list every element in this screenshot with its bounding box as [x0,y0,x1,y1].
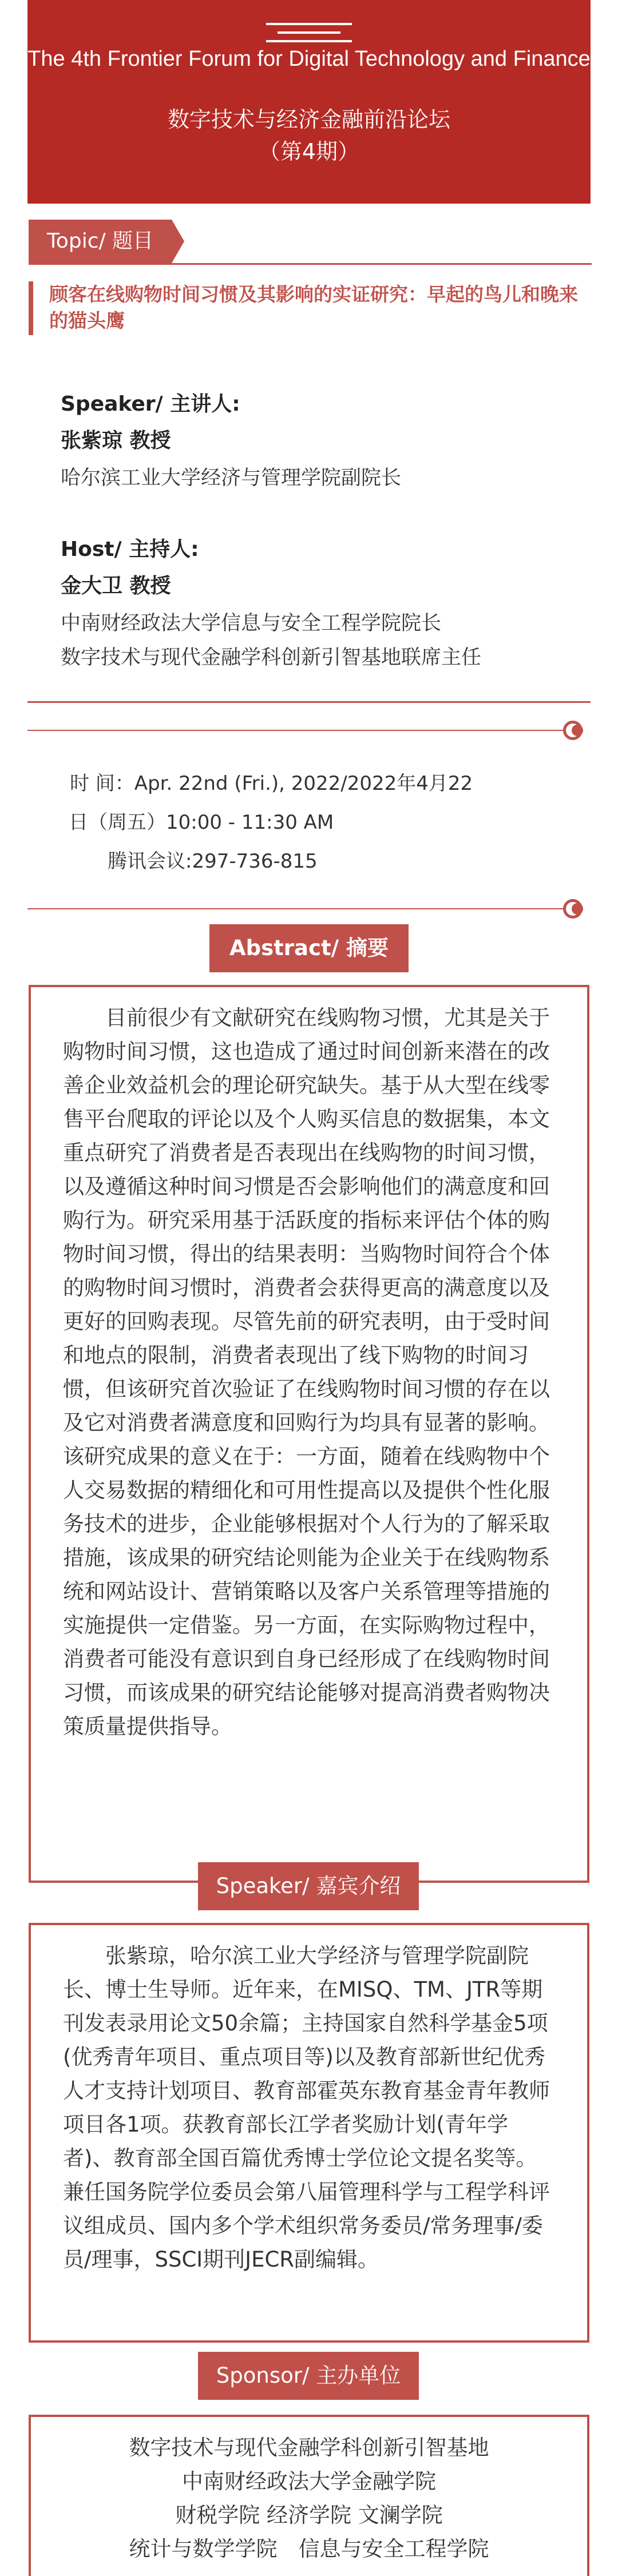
abstract-text: 目前很少有文献研究在线购物习惯，尤其是关于购物时间习惯，这也造成了通过时间创新来潜在的改善企业效益机会的理论研究缺失。基于从大型在线零售平台爬取的评论以及个人购买信息的数据集，本文重点研究了消费者是否表现出在线购物的时间习惯，以及遵循这种时间习惯是否会影响他们的满意度和回购行为。研究采用基于活跃度的指标来评估个体的购物时间习惯，得出的结果表明：当购物时间符合个体的购物时间习惯时，消费者会获得更高的满意度以及更好的回购表现。尽管先前的研究表明，由于受时间和地点的限制，消费者表现出了线下购物的时间习惯，但该研究首次验证了在线购物时间习惯的存在以及它对消费者满意度和回购行为均具有显著的影响。该研究成果的意义在于：一方面，随着在线购物中个人交易数据的精细化和可用性提高以及提供个性化服务技术的进步，企业能够根据对个人行为的了解采取措施，该成果的研究结论则能为企业关于在线购物系统和网站设计、营销策略以及客户关系管理等措施的实施提供一定借鉴。另一方面，在实际购物过程中，消费者可能没有意识到自身已经形成了在线购物时间习惯，而该成果的研究结论能够对提高消费者购物决策质量提供指导。 [63,1005,550,1739]
bio-text: 张紫琼，哈尔滨工业大学经济与管理学院副院长、博士生导师。近年来，在MISQ、TM、JTR等期刊发表录用论文50余篇；主持国家自然科学基金5项(优秀青年项目、重点项目等)以及教育部新世纪优秀人才支持计划项目、教育部霍英东教育基金青年教师项目各1项。获教育部长江学者奖励计划(青年学者)、教育部全国百篇优秀博士学位论文提名奖等。兼任国务院学位委员会第八届管理科学与工程学科评议组成员、国内多个学术组织常务委员/常务理事/委员/理事，SSCI期刊JECR副编辑。 [63,1943,550,2272]
section-divider-thin [27,730,565,731]
forum-title-en: The 4th Frontier Forum for Digital Technology and Finance [27,47,591,71]
schedule-date: 时 间：Apr. 22nd (Fri.), 2022/2022年4月22 [70,772,473,795]
bio-box [29,1923,589,2343]
sponsor-box [29,2415,589,2576]
host-name: 金大卫 教授 [61,574,171,598]
section-divider [27,701,591,703]
host-affiliation-2: 数字技术与现代金融学科创新引智基地联席主任 [61,646,482,669]
speaker-label: Speaker/ 主讲人: [61,392,240,416]
speaker-name: 张紫琼 教授 [61,429,171,452]
meeting-id: 腾讯会议:297-736-815 [108,850,318,873]
sponsor-line: 财税学院 经济学院 文澜学院 [175,2503,443,2527]
sponsor-line: 数字技术与现代金融学科创新引智基地 [129,2435,489,2460]
abstract-box [29,985,589,1883]
speaker-affiliation: 哈尔滨工业大学经济与管理学院副院长 [61,467,402,490]
bio-header: Speaker/ 嘉宾介绍 [198,1862,419,1910]
topic-underline [29,263,592,265]
host-label: Host/ 主持人: [61,538,199,561]
topic-label: Topic/ 题目 [29,220,172,263]
section-divider-thin [27,908,565,909]
divider-knot-icon [563,899,583,919]
topic-title: 顾客在线购物时间习惯及其影响的实证研究：早起的鸟儿和晚来的猫头鹰 [29,281,592,335]
header-banner [27,0,591,204]
abstract-header: Abstract/ 摘要 [209,924,409,972]
forum-title-cn: 数字技术与经济金融前沿论坛 [167,107,450,132]
divider-knot-icon [563,721,583,740]
schedule-time: 日（周五）10:00 - 11:30 AM [69,811,334,834]
sponsor-line: 统计与数学学院 信息与安全工程学院 [129,2537,489,2561]
host-affiliation-1: 中南财经政法大学信息与安全工程学院院长 [61,612,442,635]
forum-issue: （第4期） [258,139,360,164]
sponsor-line: 中南财经政法大学金融学院 [182,2469,436,2494]
sponsor-header: Sponsor/ 主办单位 [198,2352,419,2400]
